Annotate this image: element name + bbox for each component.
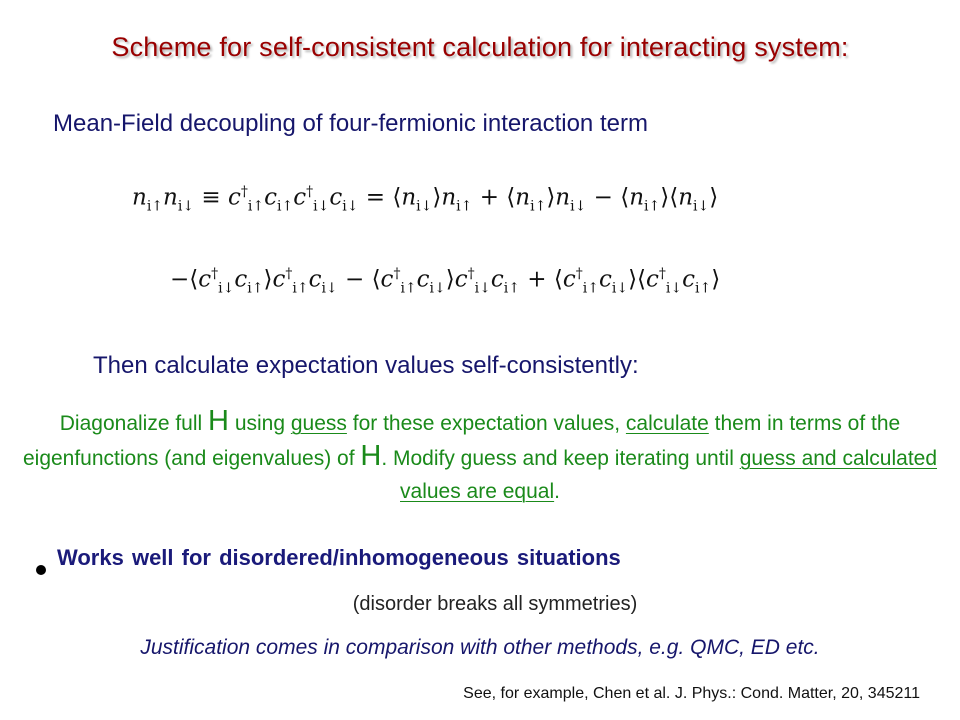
procedure-text: for these expectation values, [346,412,626,435]
procedure-text: Diagonalize full [59,412,209,435]
justification-text: Justification comes in comparison with other methods, e.g. QMC, ED etc. [140,636,820,659]
equation-line-1: $n_{i↑}n_{i↓} \equiv c^\dagger_{i↑}c_{i↑}c^\dagger_{i↓}c_{i↓}$ = $⟨n_{i↓}⟩n_{i↑}$ + $⟨n_{i↑}⟩n_{i↓}$ − $⟨n_{i↑}⟩⟨n_{i↓}⟩$ [132,184,719,215]
hamiltonian-symbol: H [208,405,229,437]
procedure-text: . [554,480,560,503]
subtitle: Mean-Field decoupling of four-fermionic interaction term [53,110,648,137]
bullet-dot-icon [36,565,46,575]
equation-line-2: $-⟨c^\dagger_{i↓}c_{i↑}⟩c^\dagger_{i↑}c_{i↓}$ − $⟨c^\dagger_{i↑}c_{i↓}⟩c^\dagger_{i↓}c_{i↑}$ + $⟨c^\dagger_{i↑}c_{i↓}⟩⟨c^\dagger_{i↓}c_{i↑}⟩$ [170,266,721,297]
underlined-equal: guess and calculated values are equal [400,447,938,503]
underlined-guess: guess [290,412,347,435]
procedure-text: using [228,412,291,435]
then-text: Then calculate expectation values self-consistently: [93,352,639,379]
bullet-text: Works well for disordered/inhomogeneous situations [57,545,621,570]
reference-citation: See, for example, Chen et al. J. Phys.: Cond. Matter, 20, 345211 [463,685,920,702]
underlined-calculate: calculate [625,412,709,435]
hamiltonian-symbol: H [360,440,382,472]
parenthetical-note: (disorder breaks all symmetries) [352,593,638,615]
page-title: Scheme for self-consistent calculation for interacting system: [111,32,849,62]
procedure-text: . Modify guess and keep iterating until [381,447,740,470]
procedure-paragraph [20,405,940,508]
procedure-text: them in terms of the eigenfunctions (and eigenvalues) of [22,412,901,470]
